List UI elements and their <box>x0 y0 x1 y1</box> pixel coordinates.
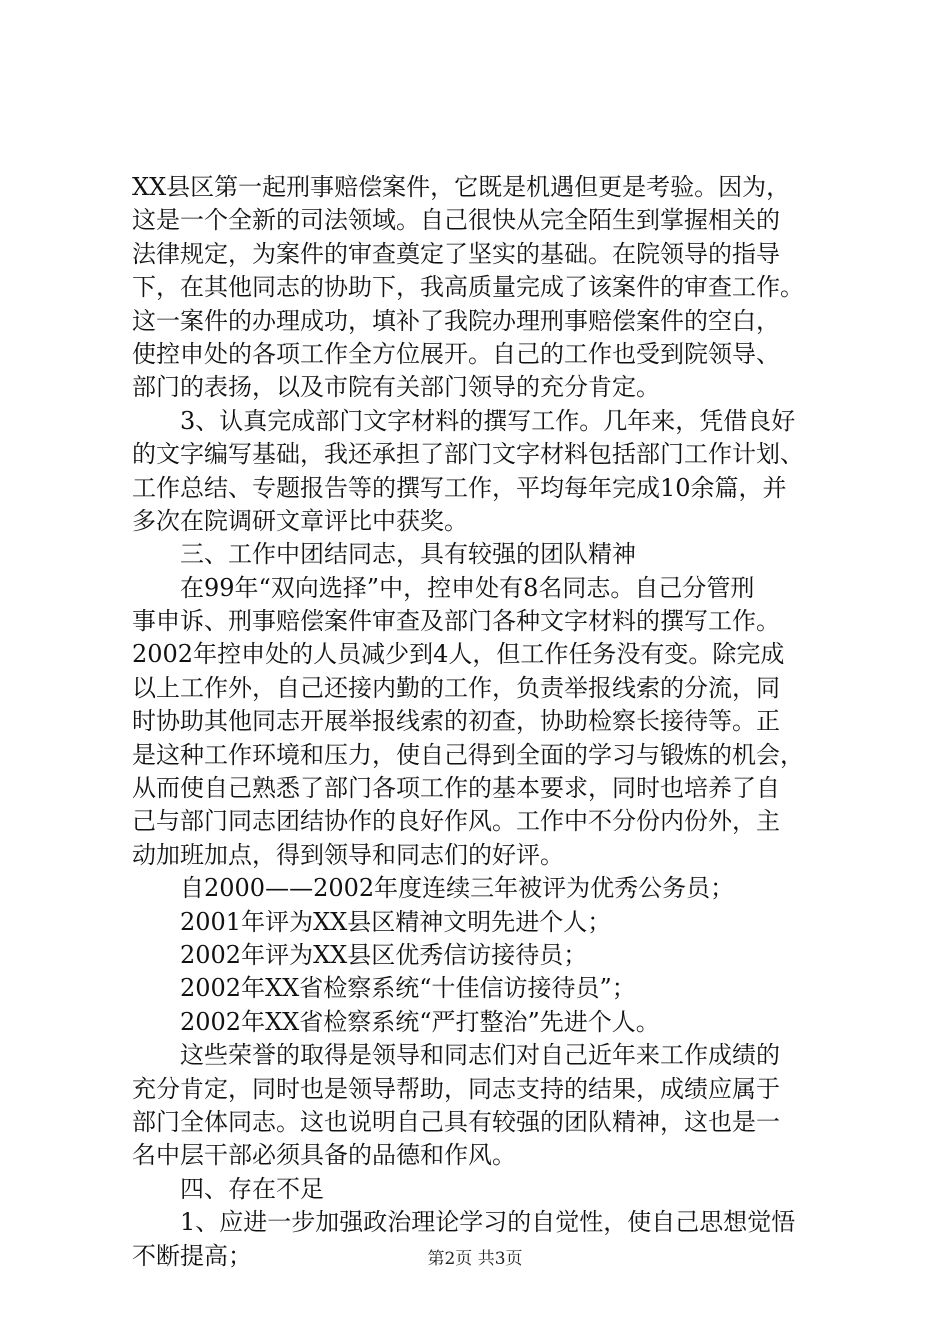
text-line: 这些荣誉的取得是领导和同志们对自己近年来工作成绩的 <box>132 1041 780 1070</box>
text-line: 从而使自己熟悉了部门各项工作的基本要求，同时也培养了自 <box>132 774 780 803</box>
text-line: 2002年评为XX县区优秀信访接待员； <box>132 940 588 969</box>
text-line: 充分肯定，同时也是领导帮助，同志支持的结果，成绩应属于 <box>132 1074 780 1103</box>
text-line: 多次在院调研文章评比中获奖。 <box>132 506 468 535</box>
text-line: 2002年控申处的人员减少到4人，但工作任务没有变。除完成 <box>132 640 785 669</box>
text-line: 不断提高； <box>132 1241 252 1270</box>
text-line: 部门的表扬，以及市院有关部门领导的充分肯定。 <box>132 373 660 402</box>
text-line: 己与部门同志团结协作的良好作风。工作中不分份内份外，主 <box>132 807 780 836</box>
text-line: 是这种工作环境和压力，使自己得到全面的学习与锻炼的机会， <box>132 740 804 769</box>
page-footer: 第2页 共3页 <box>427 1249 523 1269</box>
text-line: 时协助其他同志开展举报线索的初查，协助检察长接待等。正 <box>132 707 780 736</box>
text-line: 自2000——2002年度连续三年被评为优秀公务员； <box>132 874 735 903</box>
text-line: 动加班加点，得到领导和同志们的好评。 <box>132 840 564 869</box>
text-line: 1、应进一步加强政治理论学习的自觉性，使自己思想觉悟 <box>132 1208 796 1237</box>
text-line: 三、工作中团结同志，具有较强的团队精神 <box>132 540 636 569</box>
text-line: 3、认真完成部门文字材料的撰写工作。几年来，凭借良好 <box>132 406 796 435</box>
text-line: 部门全体同志。这也说明自己具有较强的团队精神，这也是一 <box>132 1107 780 1136</box>
document-body <box>132 171 832 1273</box>
text-line: 名中层干部必须具备的品德和作风。 <box>132 1141 516 1170</box>
text-line: 在99年“双向选择”中，控申处有8名同志。自己分管刑 <box>132 573 755 602</box>
text-line: 2001年评为XX县区精神文明先进个人； <box>132 907 612 936</box>
text-line: XX县区第一起刑事赔偿案件，它既是机遇但更是考验。因为， <box>132 173 791 201</box>
text-line: 2002年XX省检察系统“十佳信访接待员”； <box>132 974 636 1003</box>
text-line: 下，在其他同志的协助下，我高质量完成了该案件的审查工作。 <box>132 273 804 302</box>
text-line: 2002年XX省检察系统“严打整治”先进个人。 <box>132 1007 660 1036</box>
text-line: 这一案件的办理成功，填补了我院办理刑事赔偿案件的空白， <box>132 306 780 335</box>
text-line: 事申诉、刑事赔偿案件审查及部门各种文字材料的撰写工作。 <box>132 607 780 636</box>
text-line: 以上工作外，自己还接内勤的工作，负责举报线索的分流，同 <box>132 673 780 702</box>
text-line: 这是一个全新的司法领域。自己很快从完全陌生到掌握相关的 <box>132 206 780 235</box>
text-line: 四、存在不足 <box>132 1174 324 1203</box>
text-line: 使控申处的各项工作全方位展开。自己的工作也受到院领导、 <box>132 339 780 368</box>
text-line: 工作总结、专题报告等的撰写工作，平均每年完成10余篇，并 <box>132 473 787 502</box>
text-line: 的文字编写基础，我还承担了部门文字材料包括部门工作计划、 <box>132 440 804 469</box>
text-line: 法律规定，为案件的审查奠定了坚实的基础。在院领导的指导 <box>132 239 780 268</box>
